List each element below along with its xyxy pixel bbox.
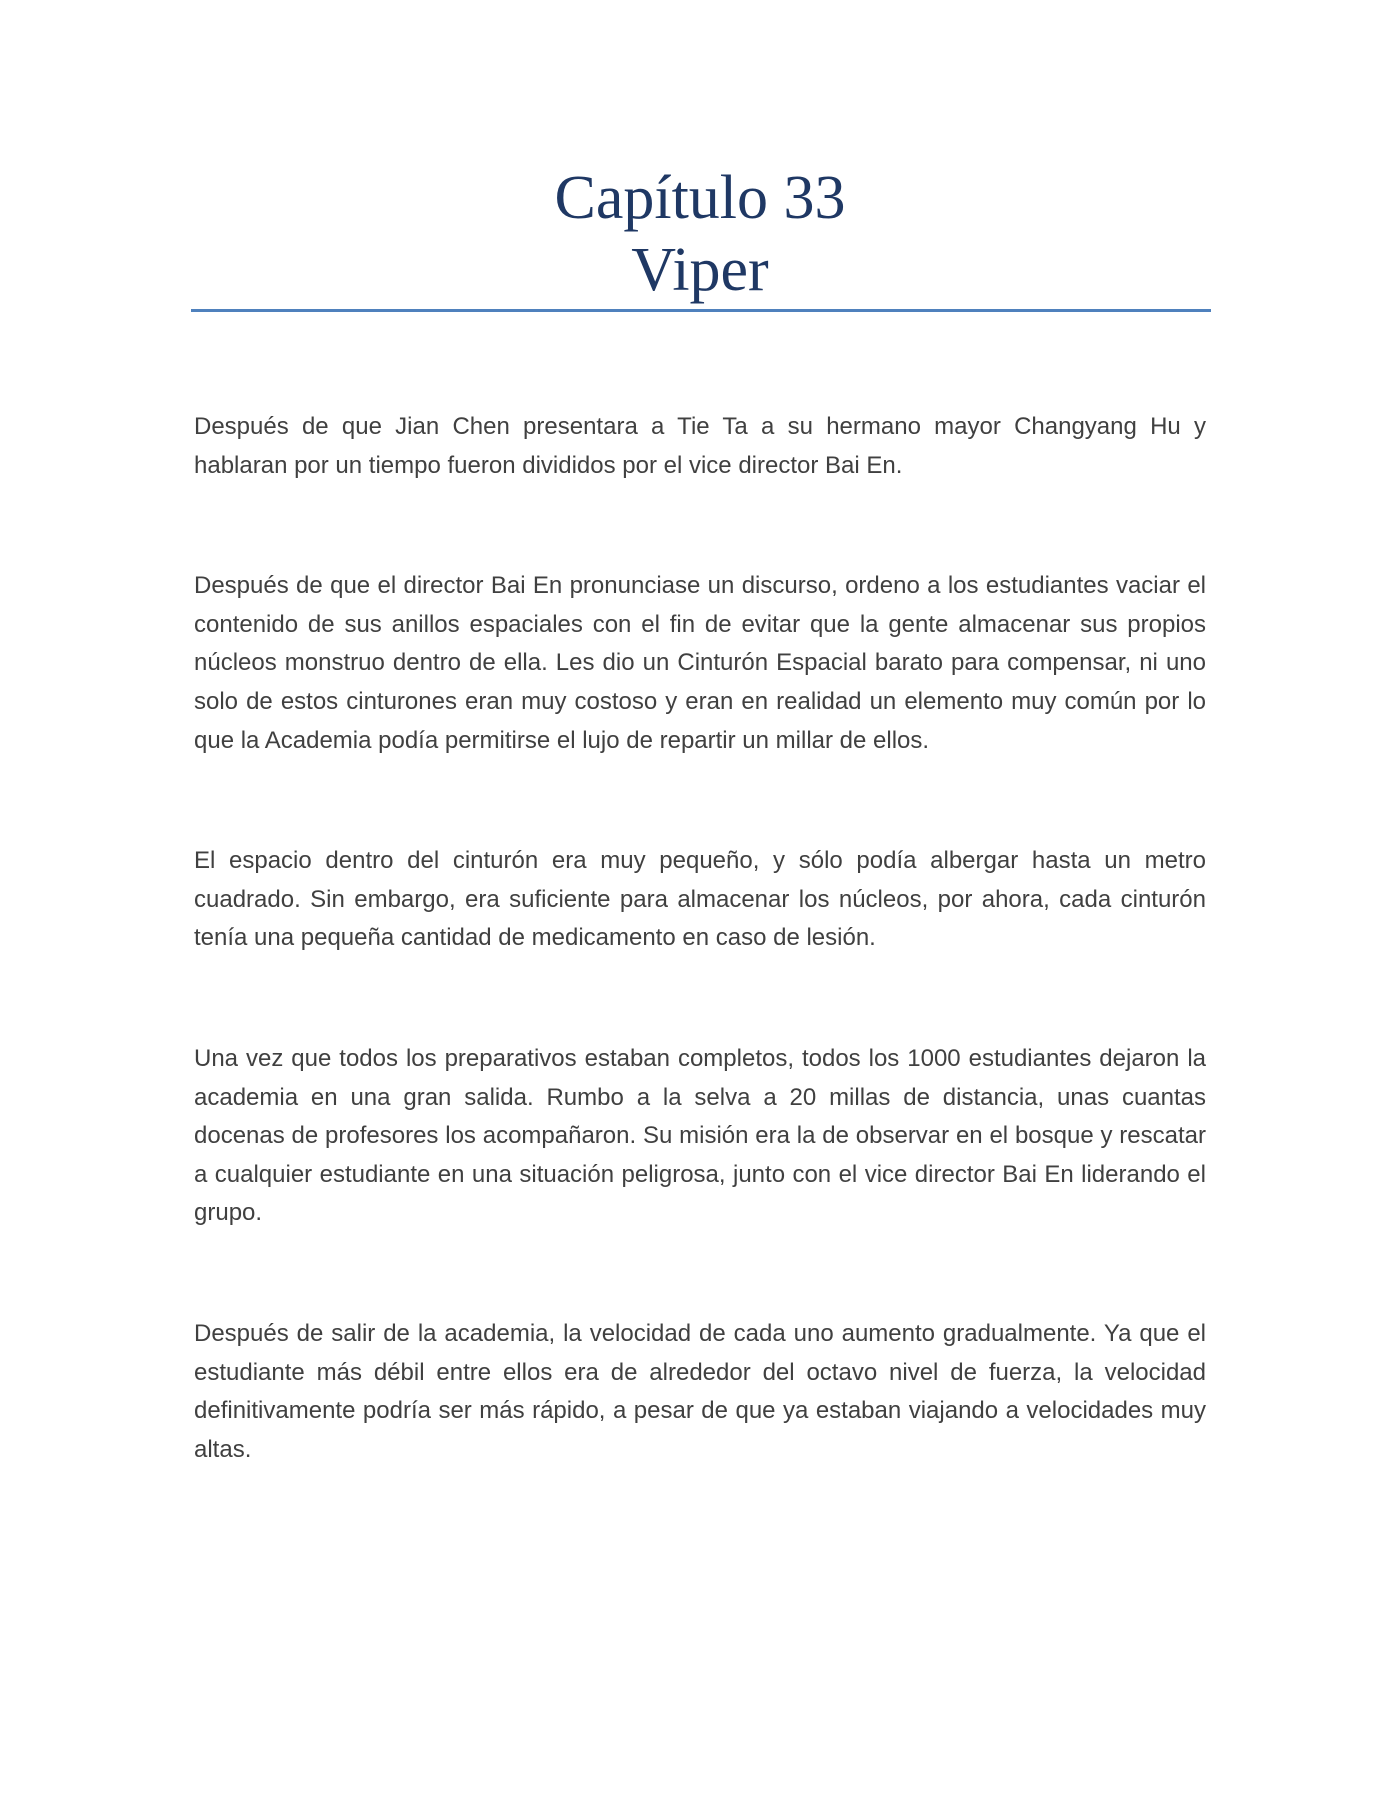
paragraph-1: Después de que Jian Chen presentara a Tie Ta a su hermano mayor Changyang Hu y hablaran por un tiempo fueron divididos por el vice director Bai En. (194, 413, 1206, 479)
chapter-number: Capítulo 33 (554, 164, 846, 232)
title-underline (191, 309, 1211, 312)
paragraph-3: El espacio dentro del cinturón era muy pequeño, y sólo podía albergar hasta un metro cuadrado. Sin embargo, era suficiente para almacenar los núcleos, por ahora, cada cinturón tenía una pequeña cantidad de medicamento en caso de lesión. (194, 847, 1206, 952)
chapter-title (190, 162, 1210, 306)
paragraph-2: Después de que el director Bai En pronunciase un discurso, ordeno a los estudiantes vaciar el contenido de sus anillos espaciales con el fin de evitar que la gente almacenar sus propios núcleos monstruo dentro de ella. Les dio un Cinturón Espacial barato para compensar, ni uno solo de estos cinturones eran muy costoso y eran en realidad un elemento muy común por lo que la Academia podía permitirse el lujo de repartir un millar de ellos. (194, 572, 1206, 754)
chapter-name: Viper (631, 236, 769, 304)
chapter-body (194, 408, 1206, 1551)
paragraph-5: Después de salir de la academia, la velocidad de cada uno aumento gradualmente. Ya que el estudiante más débil entre ellos era de alrededor del octavo nivel de fuerza, la velocidad definitivamente podría ser más rápido, a pesar de que ya estaban viajando a velocidades muy altas. (194, 1319, 1206, 1463)
paragraph-4: Una vez que todos los preparativos estaban completos, todos los 1000 estudiantes dejaron la academia en una gran salida. Rumbo a la selva a 20 millas de distancia, unas cuantas docenas de profesores los acompañaron. Su misión era la de observar en el bosque y rescatar a cualquier estudiante en una situación peligrosa, junto con el vice director Bai En liderando el grupo. (194, 1044, 1206, 1227)
